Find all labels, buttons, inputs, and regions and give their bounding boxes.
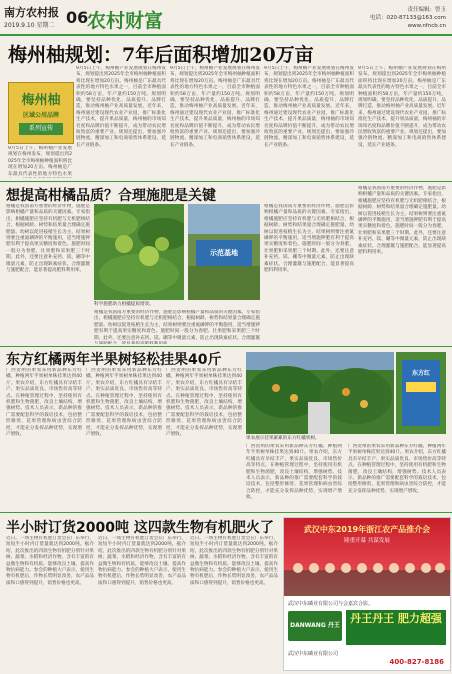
product-bag-image	[396, 352, 446, 434]
ad-crowd-image	[284, 518, 450, 596]
story2-col3: 柑橘是我国南方重要的经济作物，施肥是影响柑橘产量和品质的关键因素。专家指出，柑橘施肥应坚持有机肥与无机肥相结合，根据树龄、树势和结果量合理确定施肥量。幼树以促进枝梢生长为主，结果树则要注重氮磷钾的平衡施用，适当增施钾肥有利于提高果实糖度和着色。施肥时间一般分为春肥、壮果肥和采果肥三个时期。此外，还要注意补充钙、镁、硼等中微量元素，防止出现缺素症状。合理灌溉与施肥配合，能显著提高肥料利用率。	[264, 204, 354, 274]
section-divider-3	[0, 512, 452, 513]
story2-col2: 柑橘是我国南方重要的经济作物，施肥是影响柑橘产量和品质的关键因素。专家指出，柑橘施肥应坚持有机肥与无机肥相结合，根据树龄、树势和结果量合理确定施肥量。幼树以促进枝梢生长为主，结果树则要注重氮磷钾的平衡施用，适当增施钾肥有利于提高果实糖度和着色。施肥时间一般分为春肥、壮果肥和采果肥三个时期。此外，还要注意补充钙、镁、硼等中微量元素，防止出现缺素症状。合理灌溉	[94, 310, 260, 341]
story2-headline: 想提高柑橘品质？合理施肥是关键	[6, 188, 216, 204]
product-bag-label: 东方红	[411, 370, 430, 377]
story2-photo-caption: 科学施肥助力柑橘提质增效。	[94, 302, 154, 307]
story1-col4: 9月5日上午，梅州柚产业发展规划在梅州发布，规划提出到2025年全市梅州柚种植面积将比现在增加20万亩。梅州柚是广东最具代表性的地方特色水果之一，目前全市种植面积约58万亩，年产量约150万吨。规划明确，要坚持品种优化、品质提升、品牌打造，推动梅州柚产业高质量发展。近年来，梅州通过建设现代农业产业园，推广标准化生产技术，提升果品质量，梅州柚的市场知名度和品牌价值不断提升，成为带动农民增收致富的重要产业。规划还提出，要加强冷链物流、精深加工和电商销售体系建设，延长产业链条。	[264, 66, 354, 148]
ad-banner-title: 武汉中东2019年浙江农产品推介会	[303, 525, 431, 534]
story1-col2: 9月5日上午，梅州柚产业发展规划在梅州发布，规划提出到2025年全市梅州柚种植面积将比现在增加20万亩。梅州柚是广东最具代表性的地方特色水果之一，目前全市种植面积约58万亩，年产量约150万吨。规划明确，要坚持品种优化、品质提升、品牌打造，推动梅州柚产业高质量发展。近年来，梅州通过建设现代农业产业园，推广标准化生产技术，提升果品质量，梅州柚的市场知名度和品牌价值不断提升，成为带动农民增收致富的重要产业。规划还提出，要加强冷链物流、精深加工和电商销售体系建设，延长产业链条。	[76, 66, 166, 148]
story3-photo-caption: 果农展示挂果累累的东方红橘果树。	[246, 436, 320, 441]
page-number: 06	[66, 8, 89, 27]
header-rule	[0, 34, 452, 36]
story3-headline: 东方红橘两年半果树轻松挂果40斤	[6, 352, 222, 368]
contact-line: 电话：020-87133@163.com	[370, 15, 446, 21]
story1-col3: 9月5日上午，梅州柚产业发展规划在梅州发布，规划提出到2025年全市梅州柚种植面积将比现在增加20万亩。梅州柚是广东最具代表性的地方特色水果之一，目前全市种植面积约58万亩，年产量约150万吨。规划明确，要坚持品种优化、品质提升、品牌打造，推动梅州柚产业高质量发展。近年来，梅州通过建设现代农业产业园，推广标准化生产技术，提升果品质量，梅州柚的市场知名度和品牌价值不断提升，成为带动农民增收致富的重要产业。规划还提出，要加强冷链物流、精深加工和电商销售体系建设，延长产业链条。	[170, 66, 260, 148]
story4-col1: 近日，一场生物有机肥订货会在广东举行，短短半小时内订货量就达到2000吨。据介绍，此次推出的四款生物有机肥分别针对果树、蔬菜、水稻和经济作物，含有丰富的有益微生物和有机质，能够改良土壤、提高作物抗病能力。参会的种植大户表示，使用生物有机肥后，作物长势明显改善，农产品品质和口感得到提升，销售价格也更高。	[6, 536, 94, 586]
citrus-photo-image	[94, 204, 184, 300]
story3-col3: 广西贺州的果农采用新品种东方红橘，种植两年半果树单株挂果达到40斤。果农介绍，东方红橘具有早结丰产、果实品质优良、市场售价高等特点。在种植管理过程中，坚持使用有机肥和生物菌肥，改良土壤结构，增强树势。技术人员表示，新品种的推广需要配套科学的栽培技术，包括整形修剪、花果管理和病虫害综合防控，才能充分发挥品种优势，实现增产增收。	[166, 368, 242, 438]
ad-company: 武汉中东磷业有限公司	[288, 651, 339, 657]
story4-col3: 近日，一场生物有机肥订货会在广东举行，短短半小时内订货量就达到2000吨。据介绍，此次推出的四款生物有机肥分别针对果树、蔬菜、水稻和经济作物，含有丰富的有益微生物和有机质，能够改良土壤、提高作物抗病能力。参会的种植大户表示，使用生物有机肥后，作物长势明显改善，农产品品质和口感得到提升，销售价格也更高。	[190, 536, 278, 586]
product-bag-photo	[396, 352, 446, 434]
story2-col4: 柑橘是我国南方重要的经济作物，施肥是影响柑橘产量和品质的关键因素。专家指出，柑橘施肥应坚持有机肥与无机肥相结合，根据树龄、树势和结果量合理确定施肥量。幼树以促进枝梢生长为主，结果树则要注重氮磷钾的平衡施用，适当增施钾肥有利于提高果实糖度和着色。施肥时间一般分为春肥、壮果肥和采果肥三个时期。此外，还要注意补充钙、镁、硼等中微量元素，防止出现缺素症状。合理灌溉与施肥配合，能显著提高肥料利用率。	[358, 186, 446, 256]
website-line: www.nfncb.cn	[407, 23, 446, 29]
citrus-photo	[94, 204, 184, 300]
story1-col1: 9月5日上午，梅州柚产业发展规划在梅州发布，规划提出到2025年全市梅州柚种植面积将比现在增加20万亩。梅州柚是广东最具代表性的地方特色水果	[8, 146, 72, 177]
story1-col5: 9月5日上午，梅州柚产业发展规划在梅州发布，规划提出到2025年全市梅州柚种植面积将比现在增加20万亩。梅州柚是广东最具代表性的地方特色水果之一，目前全市种植面积约58万亩，年产量约150万吨。规划明确，要坚持品种优化、品质提升、品牌打造，推动梅州柚产业高质量发展。近年来，梅州通过建设现代农业产业园，推广标准化生产技术，提升果品质量，梅州柚的市场知名度和品牌价值不断提升，成为带动农民增收致富的重要产业。规划还提出，要加强冷链物流、精深加工和电商销售体系建设，延长产业链条。	[358, 66, 446, 148]
masthead	[0, 0, 452, 36]
demo-base-sign: 示范基地	[210, 249, 238, 257]
paper-date: 2019.9.10 星期二	[4, 22, 55, 29]
story4-headline: 半小时订货2000吨 这四款生物有机肥火了	[6, 520, 274, 536]
logo-series: 系列宣传	[19, 123, 63, 135]
story3-col1: 广西贺州的果农采用新品种东方红橘，种植两年半果树单株挂果达到40斤。果农介绍，东方红橘具有早结丰产、果实品质优良、市场售价高等特点。在种植管理过程中，坚持使用有机肥和生物菌肥，改良土壤结构，增强树势。技术人员表示，新品种的推广需要配套科学的栽培技术，包括整形修剪、花果管理和病虫害综合防控，才能充分发挥品种优势，实现增产增收。	[6, 368, 82, 438]
orange-tree-image	[246, 352, 394, 434]
ad-event-photo	[284, 518, 450, 596]
section-divider-1	[0, 181, 452, 182]
fertilizer-advertisement	[283, 517, 451, 671]
danwang-logo: DANWANG 丹王	[288, 611, 342, 641]
main-headline: 梅州柚规划：7年后面积增加20万亩	[8, 44, 314, 66]
ad-phone: 400-827-8186	[389, 658, 444, 666]
story3-col2: 广西贺州的果农采用新品种东方红橘，种植两年半果树单株挂果达到40斤。果农介绍，东方红橘具有早结丰产、果实品质优良、市场售价高等特点。在种植管理过程中，坚持使用有机肥和生物菌肥，改良土壤结构，增强树势。技术人员表示，新品种的推广需要配套科学的栽培技术，包括整形修剪、花果管理和病虫害综合防控，才能充分发挥品种优势，实现增产增收。	[86, 368, 162, 438]
section-divider-2	[0, 346, 452, 347]
logo-title: 梅州柚	[21, 93, 61, 108]
paper-name: 南方农村报	[4, 6, 59, 19]
story3-col5: 广西贺州的果农采用新品种东方红橘，种植两年半果树单株挂果达到40斤。果农介绍，东方红橘具有早结丰产、果实品质优良、市场售价高等特点。在种植管理过程中，坚持使用有机肥和生物菌肥，改良土壤结构，增强树势。技术人员表示，新品种的推广需要配套科学的栽培技术，包括整形修剪、花果管理和病虫害综合防控，才能充分发挥品种优势，实现增产增收。	[348, 444, 446, 494]
section-title: 农村财富	[87, 10, 164, 32]
ad-photo-caption: 武汉中东磷业有限公司与会嘉宾合影。	[288, 601, 374, 607]
story4-col2: 近日，一场生物有机肥订货会在广东举行，短短半小时内订货量就达到2000吨。据介绍，此次推出的四款生物有机肥分别针对果树、蔬菜、水稻和经济作物，含有丰富的有益微生物和有机质，能够改良土壤、提高作物抗病能力。参会的种植大户表示，使用生物有机肥后，作物长势明显改善，农产品品质和口感得到提升，销售价格也更高。	[98, 536, 186, 586]
story2-col1: 柑橘是我国南方重要的经济作物，施肥是影响柑橘产量和品质的关键因素。专家指出，柑橘施肥应坚持有机肥与无机肥相结合，根据树龄、树势和结果量合理确定施肥量。幼树以促进枝梢生长为主，结果树则要注重氮磷钾的平衡施用，适当增施钾肥有利于提高果实糖度和着色。施肥时间一般分为春肥、壮果肥和采果肥三个时期。此外，还要注意补充钙、镁、硼等中微量元素，防止出现缺素症状。合理灌溉与施肥配合，能显著提高肥料利用率。	[6, 204, 90, 274]
demo-base-photo	[188, 204, 260, 300]
editor-line: 责任编辑：曾玉	[407, 7, 446, 13]
orange-tree-photo	[246, 352, 394, 434]
pomelo-brand-logo	[8, 82, 74, 144]
logo-subtitle: 区域公用品牌	[22, 112, 59, 119]
editor-info	[370, 6, 446, 30]
ad-slogan: 丹王丹王 肥力超强	[346, 610, 446, 645]
story3-col4: 广西贺州的果农采用新品种东方红橘，种植两年半果树单株挂果达到40斤。果农介绍，东方红橘具有早结丰产、果实品质优良、市场售价高等特点。在种植管理过程中，坚持使用有机肥和生物菌肥，改良土壤结构，增强树势。技术人员表示，新品种的推广需要配套科学的栽培技术，包括整形修剪、花果管理和病虫害综合防控，才能充分发挥品种优势，实现增产增收。	[246, 444, 342, 501]
ad-banner-subtitle: 隆重开幕 共谋发展	[344, 538, 390, 544]
